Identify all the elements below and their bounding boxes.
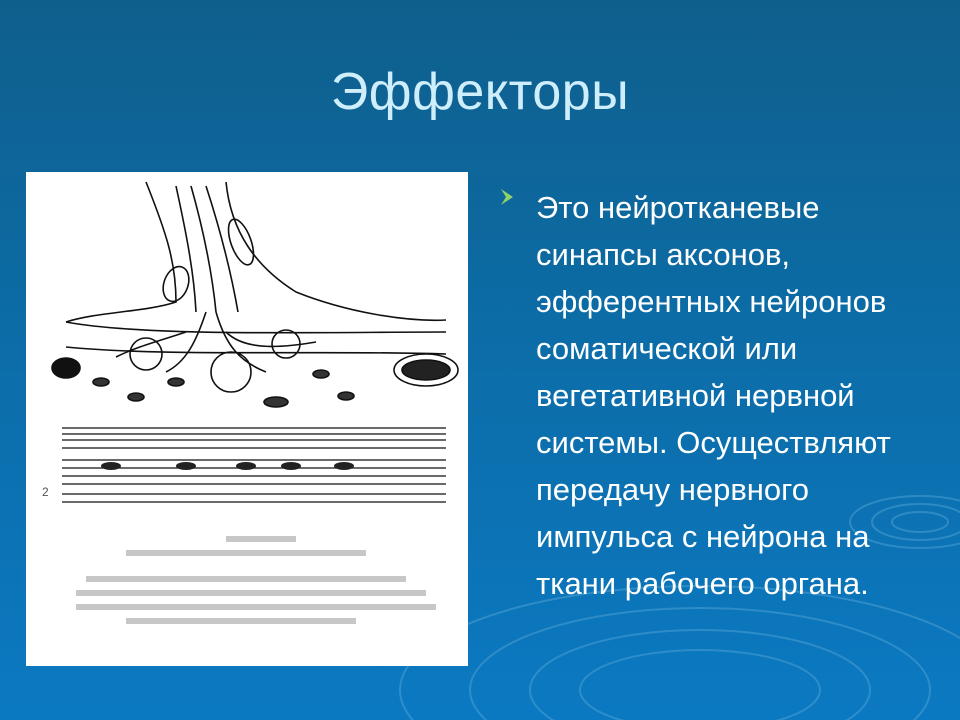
effector-diagram bbox=[26, 172, 468, 666]
figure-label-2: 2 bbox=[42, 485, 49, 499]
bullet-text: Это нейротканевые синапсы аксонов, эфферентных нейронов соматической или вегетативной нервной системы. Осуществляют передачу нервного импульса с нейрона на ткани рабочего органа. bbox=[536, 190, 891, 601]
slide-title: Эффекторы bbox=[330, 63, 630, 121]
arrow-bullet-icon bbox=[500, 188, 514, 206]
